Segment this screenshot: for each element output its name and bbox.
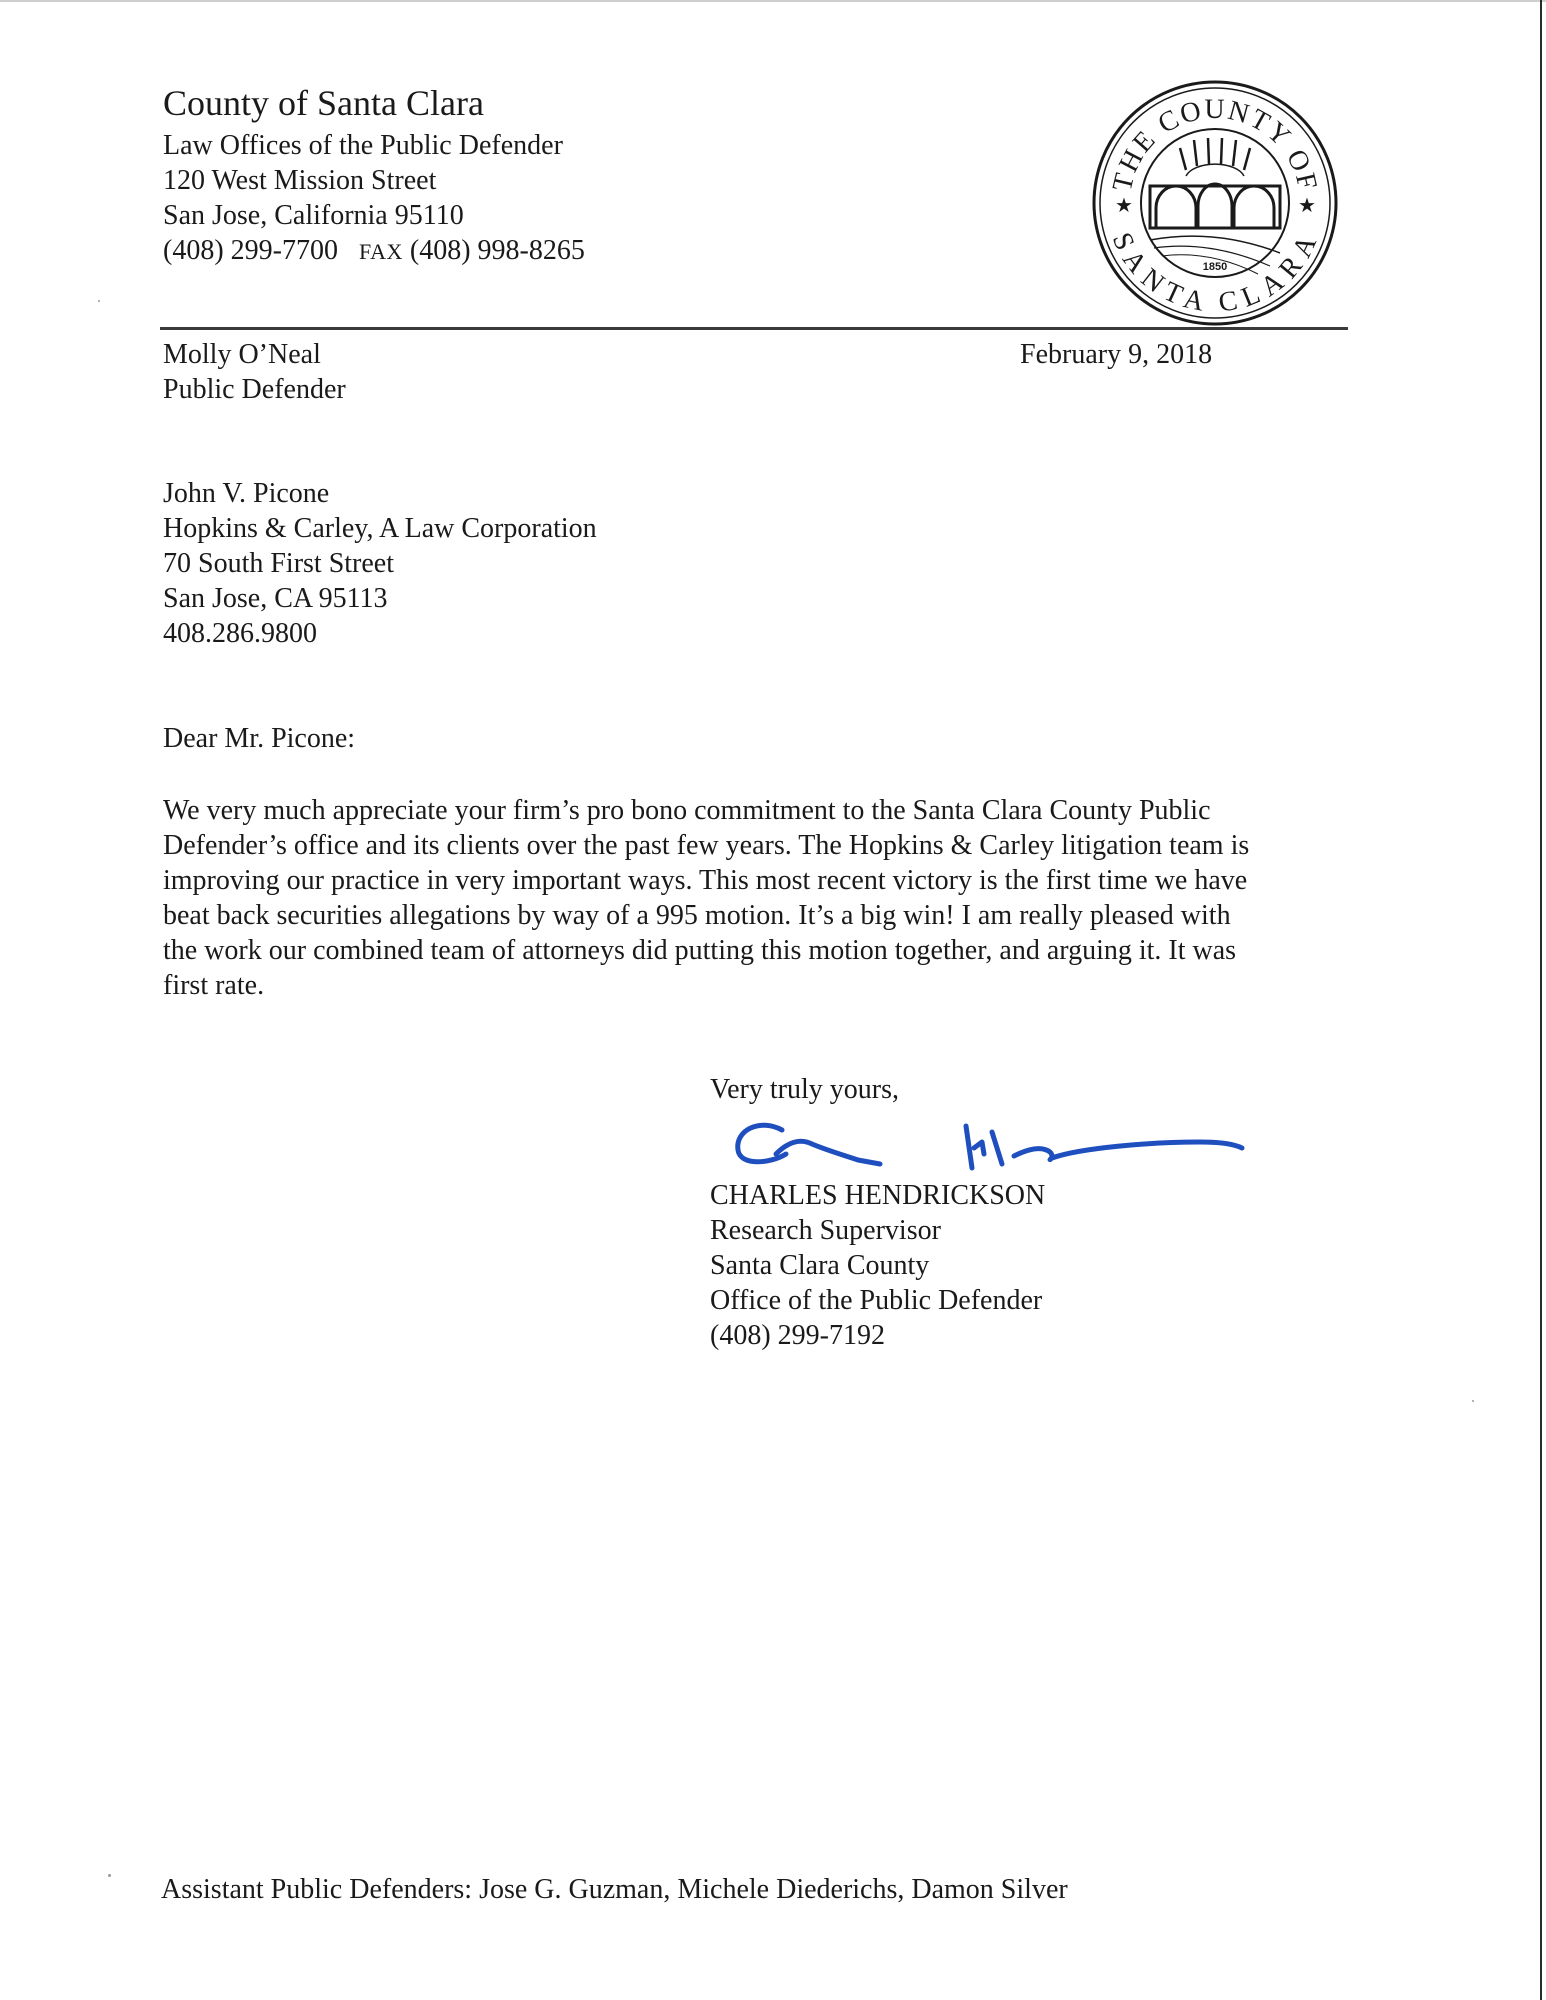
signer-line: Office of the Public Defender [710, 1285, 1043, 1316]
office-address [163, 128, 585, 269]
recipient-line: Hopkins & Carley, A Law Corporation [163, 513, 597, 544]
county-seal [1090, 78, 1340, 328]
defender-title: Public Defender [163, 374, 346, 405]
scan-speck [1472, 1400, 1474, 1402]
scan-right-edge [1540, 0, 1542, 2000]
defender-block [163, 337, 346, 407]
signer-phone: (408) 299-7192 [710, 1320, 885, 1351]
footer-assistants: Assistant Public Defenders: Jose G. Guzman, Michele Diederichs, Damon Silver [161, 1874, 1068, 1905]
seal-top-text: THE COUNTY OF [1106, 93, 1324, 195]
letterhead-divider [160, 327, 1348, 330]
seal-star-right-icon: ★ [1298, 193, 1316, 217]
office-fax: (408) 998-8265 [409, 235, 585, 266]
recipient-line: John V. Picone [163, 478, 330, 509]
scan-speck [98, 300, 100, 302]
body-line: first rate. [163, 970, 265, 1001]
letter-body [163, 793, 1363, 1003]
seal-year: 1850 [1202, 261, 1228, 273]
office-line: Law Offices of the Public Defender [163, 130, 563, 161]
recipient-address [163, 476, 597, 651]
letter-date: February 9, 2018 [1020, 339, 1213, 370]
signer-title: Research Supervisor [710, 1215, 941, 1246]
signer-line: Santa Clara County [710, 1250, 930, 1281]
body-line: beat back securities allegations by way of a 995 motion. It’s a big win! I am really pleased with [163, 900, 1231, 931]
recipient-line: 408.286.9800 [163, 618, 317, 649]
body-line: Defender’s office and its clients over the past few years. The Hopkins & Carley litigation team is [163, 830, 1250, 861]
seal-bridge-icon [1150, 184, 1280, 228]
signer-name: CHARLES HENDRICKSON [710, 1180, 1046, 1211]
seal-bottom-text: SANTA CLARA [1105, 228, 1325, 319]
fax-label: FAX [358, 239, 403, 264]
scan-speck [108, 1874, 111, 1877]
closing: Very truly yours, [710, 1074, 899, 1105]
salutation: Dear Mr. Picone: [163, 723, 356, 754]
seal-star-left-icon: ★ [1115, 193, 1133, 217]
scan-top-edge [0, 0, 1546, 2]
body-line: the work our combined team of attorneys did putting this motion together, and arguing it. It was [163, 935, 1237, 966]
office-line: 120 West Mission Street [163, 165, 437, 196]
office-phone: (408) 299-7700 [163, 235, 338, 266]
seal-sun-rays-icon [1180, 138, 1250, 170]
handwritten-signature [730, 1108, 1250, 1178]
defender-name: Molly O’Neal [163, 339, 321, 370]
office-line: San Jose, California 95110 [163, 200, 464, 231]
recipient-line: San Jose, CA 95113 [163, 583, 388, 614]
body-line: We very much appreciate your firm’s pro bono commitment to the Santa Clara County Public [163, 795, 1211, 826]
county-name: County of Santa Clara [163, 83, 484, 123]
recipient-line: 70 South First Street [163, 548, 395, 579]
body-line: improving our practice in very important ways. This most recent victory is the first time we have [163, 865, 1248, 896]
office-phone-line [163, 233, 585, 269]
signer-block [710, 1178, 1045, 1353]
